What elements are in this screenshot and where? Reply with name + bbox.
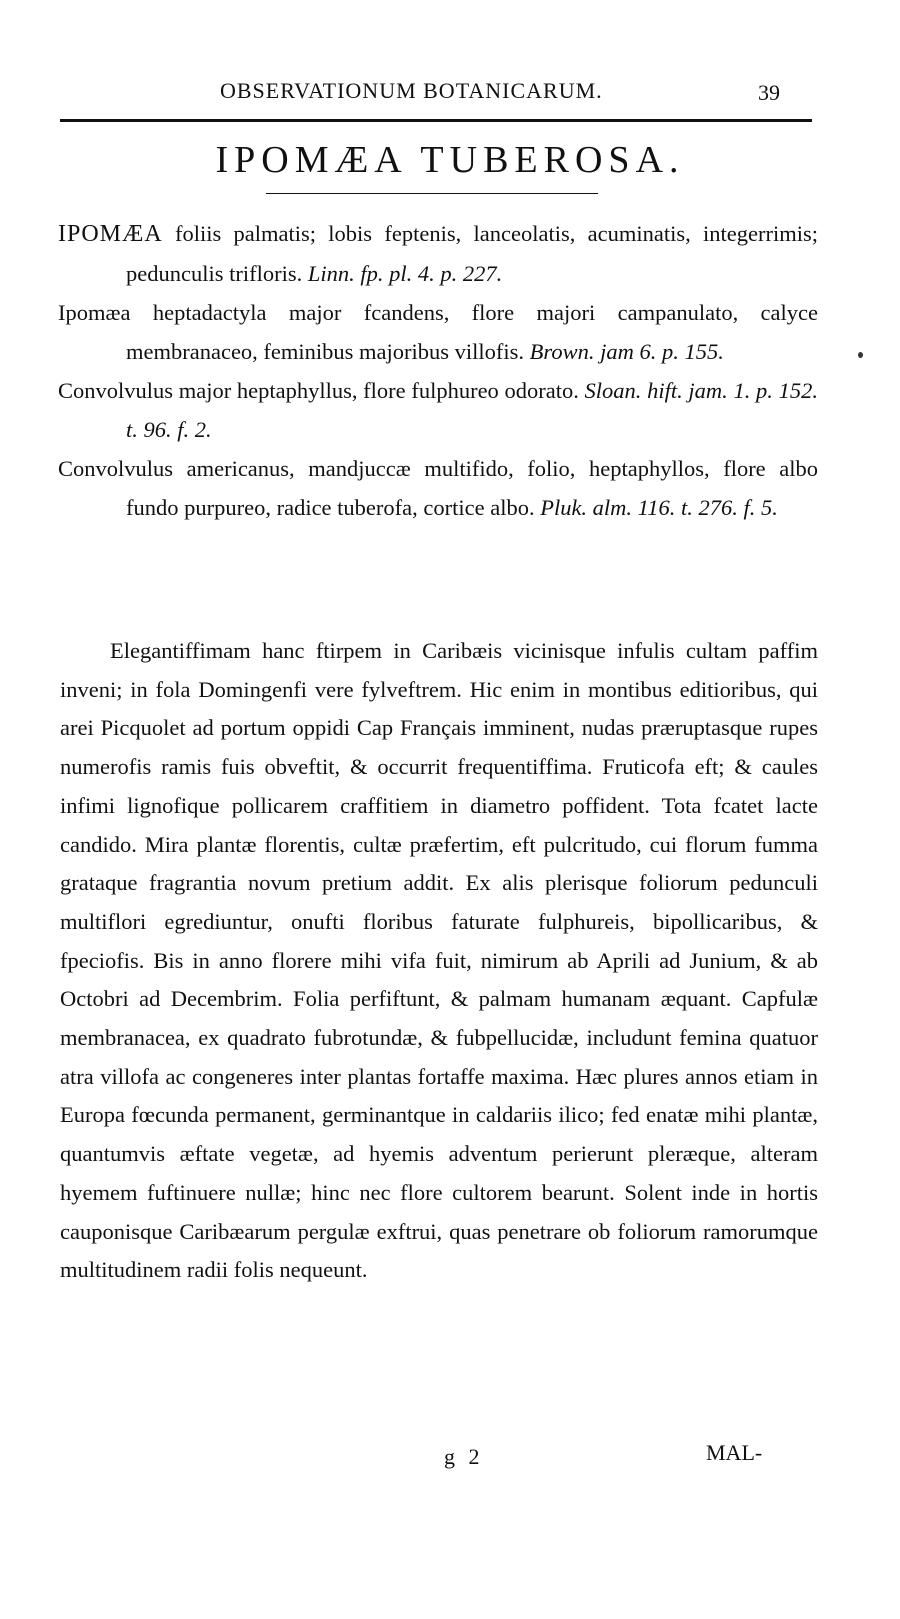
synonym-entry: [58, 214, 818, 293]
synonym-text: Convolvulus americanus, mandjuccæ multifido, folio, heptaphyllos, flore albo fundo purpureo, radice tuberofa, cortice albo.: [58, 456, 818, 520]
page-number: 39: [758, 80, 780, 105]
genus-lead: IPOMÆA: [58, 221, 163, 247]
running-head: [60, 78, 820, 112]
running-title: OBSERVATIONUM BOTANICARUM.: [220, 78, 603, 103]
ink-speck: [858, 352, 863, 358]
signature-mark: g 2: [444, 1444, 484, 1469]
body-paragraph: Elegantiffimam hanc ftirpem in Caribæis vicinisque infulis cultam paffim inveni; in fola Domingenfi vere fylveftrem. Hic enim in montibus editioribus, qui arei Picquolet ad portum oppidi Cap Français imminent, nudas præruptasque rupes numerofis ramis fuis obveftit, & occurrit frequentiffima. Fruticofa eft; & caules infimi lignofique pollicarem craffitiem in diametro poffident. Tota fcatet lacte candido. Mira plantæ florentis, cultæ præfertim, eft pulcritudo, cui florum fumma grataque fragrantia novum pretium addit. Ex alis plerisque foliorum pedunculi multiflori egrediuntur, onufti floribus faturate fulphureis, bipollicaribus, & fpeciofis. Bis in anno florere mihi vifa fuit, nimirum ab Aprili ad Junium, & ab Octobri ad Decembrim. Folia perfiftunt, & palmam humanam æquant. Capfulæ membranacea, ex quadrato fubrotundæ, & fubpellucidæ, includunt femina quatuor atra villofa ac congeneres inter plantas fortaffe maxima. Hæc plures annos etiam in Europa fœcunda permanent, germinantque in caldariis ilico; fed enatæ mihi plantæ, quantumvis æftate vegetæ, ad hyemis adventum perierunt pleræque, alteram hyemem fuftinuere nullæ; hinc nec flore cultorem bearunt. Solent inde in hortis cauponisque Caribæarum pergulæ exftrui, quas penetrare ob foliorum ramorumque multitudinem radii folis nequeunt.: [60, 638, 818, 1283]
synonym-entry: [58, 293, 818, 371]
synonym-reference: Sloan. hift. jam. 1. p. 152. t. 96. f. 2.: [126, 378, 818, 442]
article-title: IPOMÆA TUBEROSA.: [215, 139, 685, 181]
title-rule: [266, 193, 598, 194]
synonym-text: foliis palmatis; lobis feptenis, lanceolatis, acuminatis, integerrimis; pedunculis trifloris.: [126, 221, 818, 286]
synonym-reference: Pluk. alm. 116. t. 276. f. 5.: [540, 495, 778, 520]
synonym-text: Convolvulus major heptaphyllus, flore fulphureo odorato.: [58, 378, 585, 403]
synonymy-list: [58, 214, 818, 527]
header-rule: [60, 119, 812, 122]
synonym-reference: Linn. fp. pl. 4. p. 227.: [307, 261, 503, 286]
synonym-entry: [58, 371, 818, 449]
synonym-text: Ipomæa heptadactyla major fcandens, flore majori campanulato, calyce membranaceo, feminibus majoribus villofis.: [58, 300, 818, 364]
synonym-entry: [58, 449, 818, 527]
catchword: MAL-: [706, 1440, 763, 1465]
synonym-reference: Brown. jam 6. p. 155.: [529, 339, 724, 364]
